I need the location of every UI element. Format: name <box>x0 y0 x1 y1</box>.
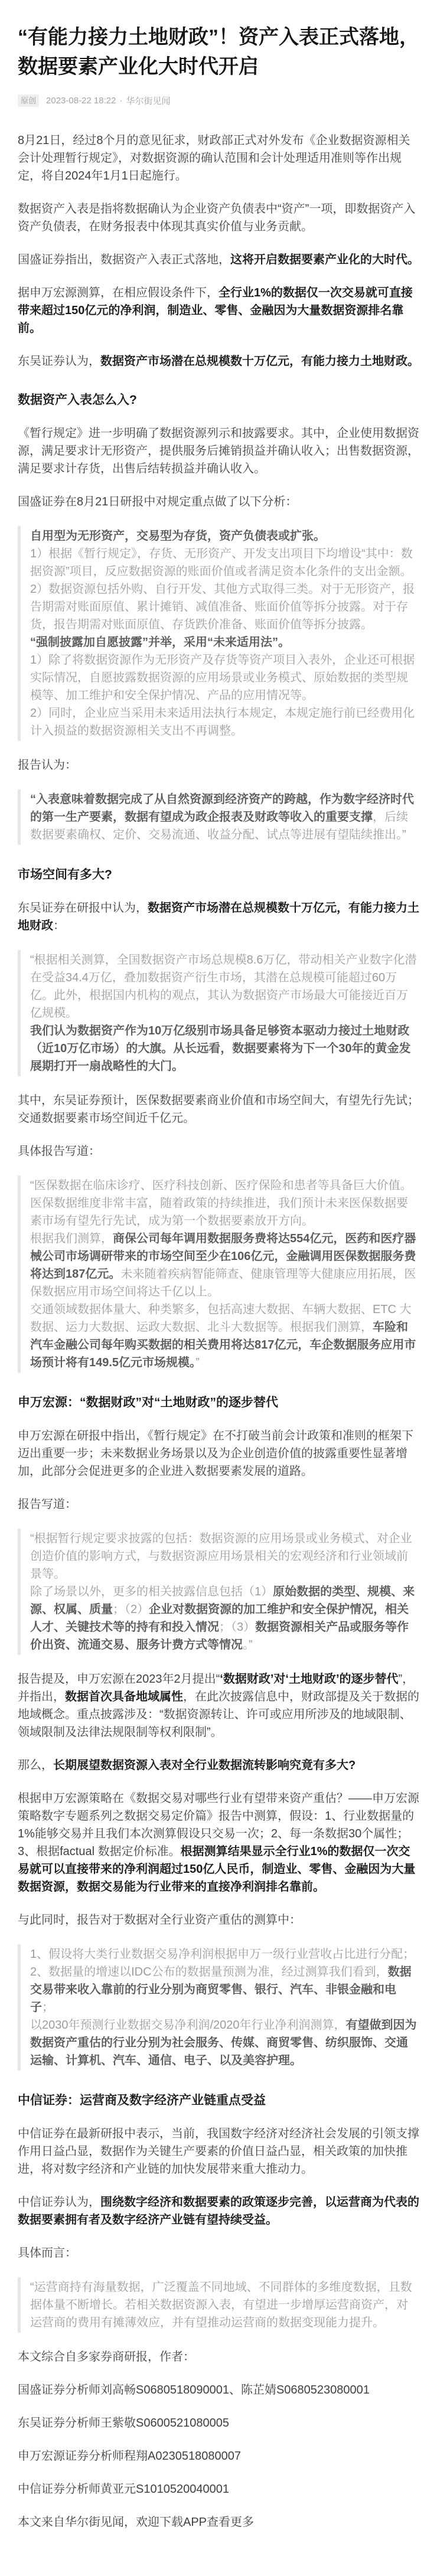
quote-line <box>30 1022 419 1075</box>
paragraph <box>18 1790 419 1896</box>
quote-block <box>18 789 419 845</box>
paragraph <box>18 1427 419 1480</box>
bold-run: 原始数据的类型、规模、来源、权属、质量 <box>30 1585 415 1616</box>
section-heading: 数据资产入表怎么入? <box>18 393 137 407</box>
paragraph <box>18 352 419 370</box>
bold-run: 数据资产市场潜在总规模数十万亿元，有能力接力土地财政。 <box>100 355 419 368</box>
paragraph <box>18 200 419 236</box>
bold-run: 有望做到因为数据资产重估的行业分别为社会服务、传媒、商贸零售、纺织服饰、交通运输、计算机、汽车、通信、电子、以及美容护理。 <box>30 2019 417 2067</box>
text-run: 据申万宏源测算，在相应假设条件下， <box>18 286 218 299</box>
text-run: 国盛证券在8月21日研报中对规定重点做了以下分析： <box>18 495 298 508</box>
section-heading: 市场空间有多大? <box>18 868 112 881</box>
text-run: 具体而言： <box>18 2247 77 2260</box>
text-run: 其中，东吴证券预计，医保数据要素商业价值和市场空间大，有望先行先试；交通数据要素市场空间近千亿元。 <box>18 1094 419 1125</box>
bold-run: 数据资产市场潜在总规模数十万亿元，有能力接力土地财政 <box>18 902 419 932</box>
text-run: “运营商持有海量数据，广泛覆盖不同地域、不同群体的多维度数据，且数据体量不断增长。若相关数据资源入表，有望进一步增厚运营商资产，对运营商的费用有摊薄效应，并有望推动运营商的数据变现能力提升。 <box>30 2281 412 2329</box>
paragraph <box>18 251 419 269</box>
text-run: 中信证券认为， <box>18 2196 100 2209</box>
text-run: ，在此次披露信息中，财政部提及关于数据的地域概念。重点披露涉及：“数据资源转让、许可或应用所涉及的地域限制、领域限制及法律法规限制等权利限制”。 <box>18 1690 419 1739</box>
text-run: 申万宏源在研报中指出，《暂行规定》在不打破当前会计政策和准则的框架下迈出重要一步；未来数据业务场景以及为企业创造价值的披露重要性显著增加，此部分会促进更多的企业进入数据要素发展的道路。 <box>18 1429 413 1478</box>
text-run: 申万宏源证券分析师程翔A0230518080007 <box>18 2450 241 2463</box>
text-run: 1）除了将数据资源作为无形资产及存货等资产项目入表外，企业还可根据实际情况，自愿披露数据资源的应用场景或业务模式、原始数据的类型规模等、加工维护和安全保护情况、产品的应用情况等。 <box>30 654 415 702</box>
text-run: 中信证券在最新研报中表示，当前，我国数字经济对经济社会发展的引领支撑作用日益凸显，数据作为关键生产要素的价值日益凸显，相关政策的加快推进，将对数字经济和产业链的加快发展带来重大推动力。 <box>18 2127 419 2176</box>
quote-line <box>30 1177 419 1230</box>
bold-run: ‘数据财政’对‘土地财政’的逐步替代 <box>220 1673 399 1686</box>
bold-run: 根据测算结果显示全行业1%的数据仅一次交易就可以直接带来的净利润超过150亿人民币，制造业、零售、金融因为大量数据资源，数据交易能为行业带来的直接净利润排名靠前。 <box>18 1845 416 1893</box>
text-run: 本文来自华尔街见闻，欢迎下载APP查看更多 <box>18 2516 255 2529</box>
source-name: 华尔街见闻 <box>126 96 171 106</box>
text-run: 2）数据资源包括外购、自行开发、其他方式取得三类。对于无形资产，报告期需对账面原值、累计摊销、减值准备、账面价值等拆分披露。对于存货，报告期需对账面原值、存货跌价准备、账面价值等拆分披露。 <box>30 583 415 631</box>
bold-run: 自用型为无形资产，交易型为存货，资产负债表或扩张。 <box>30 530 325 543</box>
quote-line <box>30 1530 419 1583</box>
quote-block <box>18 1529 419 1655</box>
text-run: 8月21日，经过8个月的意见征求，财政部正式对外发布《企业数据资源相关会计处理暂行规定》，对数据资源的确认范围和会计处理适用准则等作出规定，将自2024年1月1日起施行。 <box>18 134 410 182</box>
paragraph <box>18 2244 419 2262</box>
text-run: 以2030年预测行业数据交易净利润/2020年行业净利润测算， <box>30 2019 346 2032</box>
text-run: 。” <box>243 1638 253 1651</box>
paragraph <box>18 1142 419 1160</box>
text-run: “根据暂行规定要求披露的包括：数据资源的应用场景或业务模式、对企业创造价值的影响方式，与数据资源应用场景相关的宏观经济和行业领域前景等。 <box>30 1532 412 1581</box>
text-run: 中信证券分析师黄亚元S1010520040001 <box>18 2483 229 2496</box>
original-badge: 原创 <box>18 94 39 107</box>
section-heading: 中信证券：运营商及数字经济产业链重点受益 <box>18 2094 266 2107</box>
text-run: 《暂行规定》进一步明确了数据资源列示和披露要求。其中，企业使用数据资源，满足要求计无形资产，提供服务后摊销损益并确认收入；出售数据资源，满足要求计存货，出售后结转损益并确认收入。 <box>18 427 419 475</box>
paragraph <box>18 2447 419 2465</box>
paragraph <box>18 2414 419 2432</box>
text-run: ； <box>42 2001 54 2014</box>
section-heading: 申万宏源：“数据财政”对“土地财政”的逐步替代 <box>18 1396 278 1409</box>
bold-run: 长期展望数据资源入表对全行业数据流转影响究竟有多大? <box>53 1759 356 1772</box>
text-run: 东吴证券在研报中认为， <box>18 902 148 915</box>
paragraph <box>18 284 419 337</box>
text-run: 那么， <box>18 1759 53 1772</box>
bold-run: “强制披露加自愿披露”并举，采用“未来适用法”。 <box>30 636 290 649</box>
paragraph <box>18 2193 419 2229</box>
paragraph <box>18 2125 419 2178</box>
quote-line <box>30 545 419 580</box>
bold-run: 全行业1%的数据仅一次交易就可直接带来超过150亿元的净利润，制造业、零售、金融因为大量数据资源排名靠前。 <box>18 286 413 335</box>
text-run: 根据申万宏源策略在《数据交易对哪些行业有望带来资产重估？——申万宏源策略数字专题系列之数据交易定价篇》报告中测算，假设：1、行业数据量的1%能够交易并且我们本次测算假设只交易一次；2、每一条数据30个属性；3、根据factual 数据定价标准。 <box>18 1792 419 1858</box>
text-run: 数据资产入表是指将数据确认为企业资产负债表中“资产”一项，即数据资产入资产负债表，在财务报表中体现其真实价值与业务贡献。 <box>18 203 416 233</box>
quote-block <box>18 1176 419 1373</box>
bold-run: 这将开启数据要素产业化的大时代。 <box>230 253 419 266</box>
quote-line <box>30 634 419 651</box>
paragraph <box>18 1496 419 1513</box>
quote-line <box>30 704 419 740</box>
bold-run: 企业对数据资源的加工维护和安全保护情况，相关人才、关键技术等的持有和投入情况 <box>30 1603 409 1634</box>
text-run: 与此同时，报告对于数据对全行业资产重估的测算中： <box>18 1914 301 1927</box>
paragraph <box>18 132 419 185</box>
quote-line <box>30 791 419 844</box>
bold-run: 数据交易带来收入靠前的行业分别为商贸零售、银行、汽车、非银金融和电子 <box>30 1966 412 2014</box>
paragraph <box>18 493 419 511</box>
article-title: “有能力接力土地财政”！资产入表正式落地，数据要素产业化大时代开启 <box>18 26 419 78</box>
text-run: 1、假设将大类行业数据交易净利润根据申万一级行业营收占比进行分配；2、数据量的增速以IDC公布的数据量预测为准，经过测算我们看到， <box>30 1948 415 1978</box>
quote-line <box>30 527 419 545</box>
bold-run: 车险和汽车金融公司每年购买数据的相关费用将达817亿元，车企数据服务应用市场预计将有149.5亿元市场规模。 <box>30 1321 416 1369</box>
text-run: ；（2） <box>113 1603 149 1616</box>
paragraph <box>18 2348 419 2366</box>
quote-line <box>30 2278 419 2332</box>
bold-run: 数据首次具备地域属性 <box>65 1690 183 1703</box>
text-run: 报告提及，申万宏源在2023年2月提出“ <box>18 1673 220 1686</box>
text-run: 1）根据《暂行规定》，存货、无形资产、开发支出项目下均增设“其中：数据资源”项目，反应数据资源的账面价值或者满足资本化条件的支出金额。 <box>30 547 413 578</box>
text-run: 国盛证券指出，数据资产入表正式落地， <box>18 253 230 266</box>
quote-line <box>30 1301 419 1372</box>
text-run: 根据我们测算， <box>30 1232 113 1245</box>
bold-run: 数据资源相关产品或服务等作价出资、流通交易、服务计费方式等情况 <box>30 1621 409 1651</box>
publish-time: 2023-08-22 18:22 <box>46 96 116 106</box>
text-run: “根据相关测算，全国数据资产市场总规模8.6万亿，带动相关产业数字化潜在受益34.4万亿，叠加数据资产衍生市场，其潜在总规模可能超过60万亿。此外，根据国内机构的观点，其认为数据资产市场最大可能接近百万亿规模。 <box>30 954 417 1020</box>
quote-line <box>30 1230 419 1301</box>
article-meta <box>18 94 419 107</box>
text-run: 交通领域数据体量大、种类繁多，包括高速大数据、车辆大数据、ETC 大数据、运力大数据、运政大数据、北斗大数据等。根据我们测算， <box>30 1303 412 1334</box>
quote-line <box>30 1583 419 1654</box>
text-run: “医保数据在临床诊疗、医疗科技创新、医疗保险和患者等具备巨大价值。医保数据维度非常丰富，随着政策的持续推进，我们预计未来医保数据要素市场有望先行先试，成为第一个数据要素放开方向。 <box>30 1179 412 1227</box>
quote-line <box>30 951 419 1022</box>
quote-block <box>18 526 419 741</box>
quote-block <box>18 2277 419 2333</box>
quote-line <box>30 2016 419 2069</box>
text-run: ” <box>195 1356 200 1369</box>
paragraph <box>18 425 419 478</box>
paragraph <box>18 899 419 935</box>
text-run: ；（3） <box>219 1621 256 1634</box>
text-run: 具体报告写道： <box>18 1145 100 1158</box>
text-run: ，后续数据要素确权、定价、交易流通、收益分配、试点等进展有望陆续推出。” <box>30 811 408 841</box>
paragraph <box>18 1756 419 1774</box>
text-run: 报告写道： <box>18 1498 77 1511</box>
paragraph <box>18 2381 419 2399</box>
quote-line <box>30 651 419 704</box>
text-run: 除了场景以外，更多的相关披露信息包括（1） <box>30 1585 273 1598</box>
text-run: ”，并指出， <box>18 1673 415 1703</box>
meta-separator: · <box>119 96 123 106</box>
text-run: 未来随着疾病智能筛查、健康管理等大健康应用拓展，医保数据应用市场空间将达千亿以上。 <box>30 1268 416 1298</box>
paragraph <box>18 756 419 774</box>
text-run: 国盛证券分析师刘高畅S0680518090001、陈芷婧S0680523080001 <box>18 2384 370 2397</box>
text-run: 本文综合自多家券商研报，作者： <box>18 2350 195 2363</box>
paragraph <box>18 1911 419 1929</box>
bold-run: “入表意味着数据完成了从自然资源到经济资产的跨越，作为数字经济时代的第一生产要素，数据有望成为政企报表及财政等收入的重要支撑 <box>30 793 414 824</box>
text-run: 报告认为： <box>18 759 77 772</box>
quote-line <box>30 580 419 634</box>
bold-run: 我们认为数据资产作为10万亿级别市场具备足够资本驱动力接过土地财政（近10万亿市场）的大旗。从长远看，数据要素将为下一个30年的黄金发展期打开一扇战略性的大门。 <box>30 1024 411 1073</box>
text-run: 东吴证券分析师王紫敬S0600521080005 <box>18 2417 229 2430</box>
paragraph <box>18 2513 419 2531</box>
paragraph <box>18 1670 419 1741</box>
quote-block <box>18 1944 419 2071</box>
quote-block <box>18 950 419 1076</box>
bold-run: 围绕数字经济和数据要素的政策逐步完善，以运营商为代表的数据要素拥有者及数字经济产业链有望持续受益。 <box>18 2196 419 2226</box>
bold-run: 商保公司每年调用数据服务费将达554亿元，医药和医疗器械公司市场调研带来的市场空间至少在106亿元，金融调用医保数据服务费将达到187亿元。 <box>30 1232 416 1281</box>
text-run: 东吴证券认为， <box>18 355 100 368</box>
paragraph <box>18 2480 419 2498</box>
quote-line <box>30 1945 419 2016</box>
article-content <box>18 132 419 2531</box>
paragraph <box>18 1092 419 1127</box>
text-run: ： <box>53 919 65 932</box>
text-run: 2）同时，企业应当采用未来适用法执行本规定，本规定施行前已经费用化计入损益的数据资源相关支出不再调整。 <box>30 707 415 737</box>
